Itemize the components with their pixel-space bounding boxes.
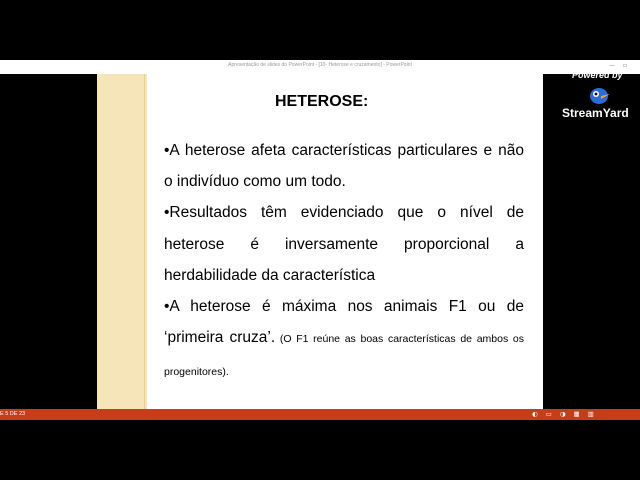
comments-icon[interactable]: ▭	[545, 410, 552, 418]
streamyard-branding	[562, 68, 636, 124]
bullet-3-note: (O F1 reúne as boas características de ambos os progenitores).	[164, 333, 525, 379]
bullet-3-main: •A heterose é máxima nos animais F1 ou de ‘primeira cruza’.	[164, 298, 524, 347]
status-bar	[0, 409, 640, 420]
slide-decorative-strip	[97, 74, 147, 410]
bullet-2: •Resultados têm evidenciado que o nível de heterose é inversamente proporcional a herdabilidade da característica	[164, 204, 524, 284]
slide-body	[164, 135, 524, 389]
streamyard-logo-icon	[586, 83, 612, 105]
slide-sorter-icon[interactable]: ▦	[573, 410, 580, 418]
normal-view-icon[interactable]: ◑	[559, 410, 566, 418]
slide-area	[0, 74, 640, 410]
window-title: Apresentação de slides do PowerPoint - [10- Heterose e cruzamento] - PowerPoint	[228, 62, 412, 68]
powered-by-label: Powered by	[572, 70, 623, 80]
streamyard-name	[562, 106, 629, 120]
bullet-1: •A heterose afeta características particulares e não o indivíduo como um todo.	[164, 142, 524, 191]
brand-word-yard: Yard	[602, 106, 629, 120]
view-controls	[532, 410, 594, 418]
brand-word-stream: Stream	[562, 106, 603, 120]
notes-icon[interactable]: ◐	[532, 410, 538, 418]
slide-strip-border	[144, 74, 145, 410]
slide-counter: E 5 DE 23	[0, 411, 26, 417]
bullet-3	[164, 291, 524, 389]
window-titlebar	[0, 60, 640, 74]
reading-view-icon[interactable]: ▥	[587, 410, 594, 418]
slide-title: HETEROSE:	[275, 93, 369, 110]
window-controls[interactable]: — ▫	[609, 62, 630, 69]
slide	[97, 74, 543, 410]
